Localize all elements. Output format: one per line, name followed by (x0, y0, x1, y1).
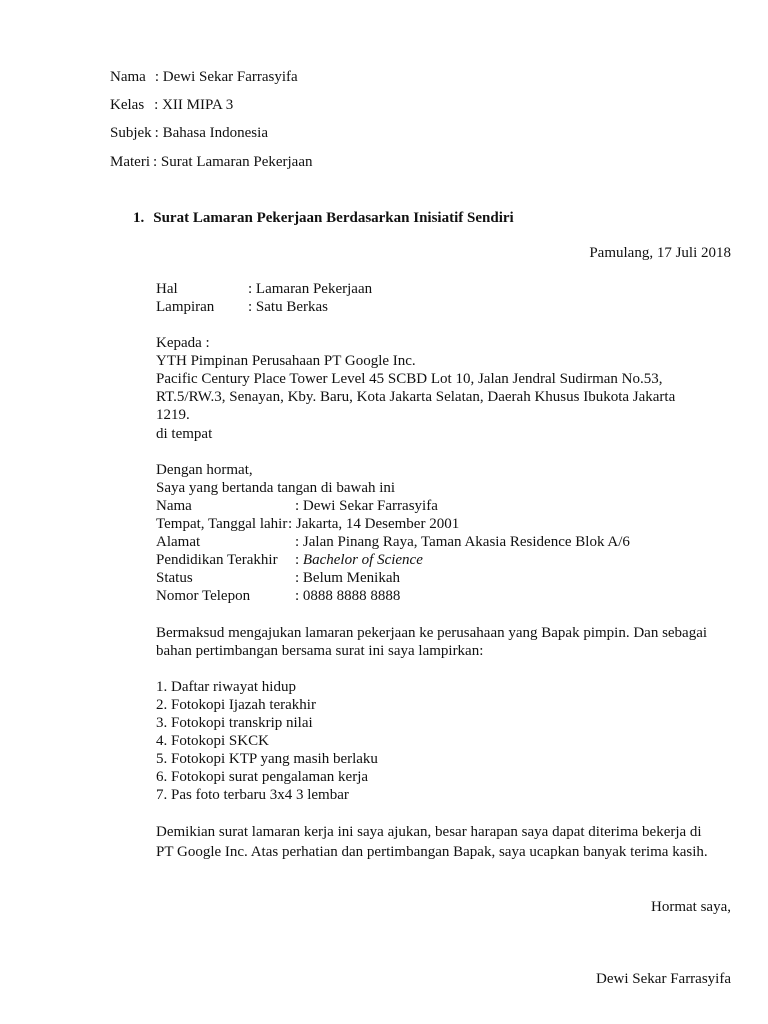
list-item: 7. Pas foto terbaru 3x4 3 lembar (156, 787, 349, 803)
field-ttl-value: : Jakarta, 14 Desember 2001 (288, 516, 460, 532)
place-date: Pamulang, 17 Juli 2018 (589, 245, 731, 261)
di-tempat: di tempat (156, 426, 213, 442)
field-alamat-label: Alamat (156, 534, 201, 550)
subjek-label: Subjek (110, 125, 152, 141)
materi-label: Materi (110, 154, 150, 170)
section-number: 1. (133, 210, 145, 226)
address-line-3: 1219. (156, 407, 190, 423)
field-pendidikan-prefix: : (295, 552, 303, 568)
field-telepon-label: Nomor Telepon (156, 588, 251, 604)
list-item: 3. Fotokopi transkrip nilai (156, 715, 313, 731)
header-subjek (110, 124, 268, 142)
field-telepon-value: : 0888 8888 8888 (295, 588, 401, 604)
list-item: 6. Fotokopi surat pengalaman kerja (156, 769, 369, 785)
list-item: 5. Fotokopi KTP yang masih berlaku (156, 751, 378, 767)
kepada: Kepada : (156, 335, 210, 351)
purpose-line-2: bahan pertimbangan bersama surat ini saya lampirkan: (156, 643, 484, 659)
addressee: YTH Pimpinan Perusahaan PT Google Inc. (156, 353, 416, 369)
closing-line-1: Demikian surat lamaran kerja ini saya ajukan, besar harapan saya dapat diterima bekerja di (156, 824, 702, 840)
lampiran-label: Lampiran (156, 299, 215, 315)
section-title: Surat Lamaran Pekerjaan Berdasarkan Inisiatif Sendiri (153, 210, 514, 226)
field-nama-label: Nama (156, 498, 192, 514)
hal-value: : Lamaran Pekerjaan (248, 281, 373, 297)
list-item: 2. Fotokopi Ijazah terakhir (156, 697, 316, 713)
header-nama (110, 68, 298, 86)
field-pendidikan-label: Pendidikan Terakhir (156, 552, 278, 568)
closing-line-2: PT Google Inc. Atas perhatian dan pertimbangan Bapak, saya ucapkan banyak terima kasih. (156, 844, 708, 860)
list-item: 4. Fotokopi SKCK (156, 733, 269, 749)
materi-value: : Surat Lamaran Pekerjaan (152, 154, 313, 170)
regards: Hormat saya, (651, 899, 731, 915)
subjek-value: : Bahasa Indonesia (154, 125, 268, 141)
lampiran-value: : Satu Berkas (248, 299, 328, 315)
field-status-value: : Belum Menikah (295, 570, 400, 586)
field-pendidikan-degree: Bachelor of Science (302, 552, 423, 568)
nama-value: : Dewi Sekar Farrasyifa (154, 69, 298, 85)
header-materi (110, 153, 313, 171)
kelas-label: Kelas (110, 97, 145, 113)
address-line-2: RT.5/RW.3, Senayan, Kby. Baru, Kota Jakarta Selatan, Daerah Khusus Ibukota Jakarta (156, 389, 676, 405)
intro: Saya yang bertanda tangan di bawah ini (156, 480, 396, 496)
signature-name: Dewi Sekar Farrasyifa (596, 971, 731, 987)
list-item: 1. Daftar riwayat hidup (156, 679, 296, 695)
nama-label: Nama (110, 69, 146, 85)
section-heading (133, 209, 514, 227)
field-status-label: Status (156, 570, 193, 586)
field-pendidikan-value (295, 551, 423, 569)
hal-label: Hal (156, 281, 178, 297)
field-alamat-value: : Jalan Pinang Raya, Taman Akasia Residence Blok A/6 (295, 534, 630, 550)
header-kelas (110, 96, 233, 114)
kelas-value: : XII MIPA 3 (154, 97, 234, 113)
address-line-1: Pacific Century Place Tower Level 45 SCBD Lot 10, Jalan Jendral Sudirman No.53, (156, 371, 663, 387)
field-ttl-label: Tempat, Tanggal lahir (156, 516, 288, 532)
purpose-line-1: Bermaksud mengajukan lamaran pekerjaan ke perusahaan yang Bapak pimpin. Dan sebagai (156, 625, 708, 641)
field-nama-value: : Dewi Sekar Farrasyifa (295, 498, 438, 514)
salutation: Dengan hormat, (156, 462, 253, 478)
